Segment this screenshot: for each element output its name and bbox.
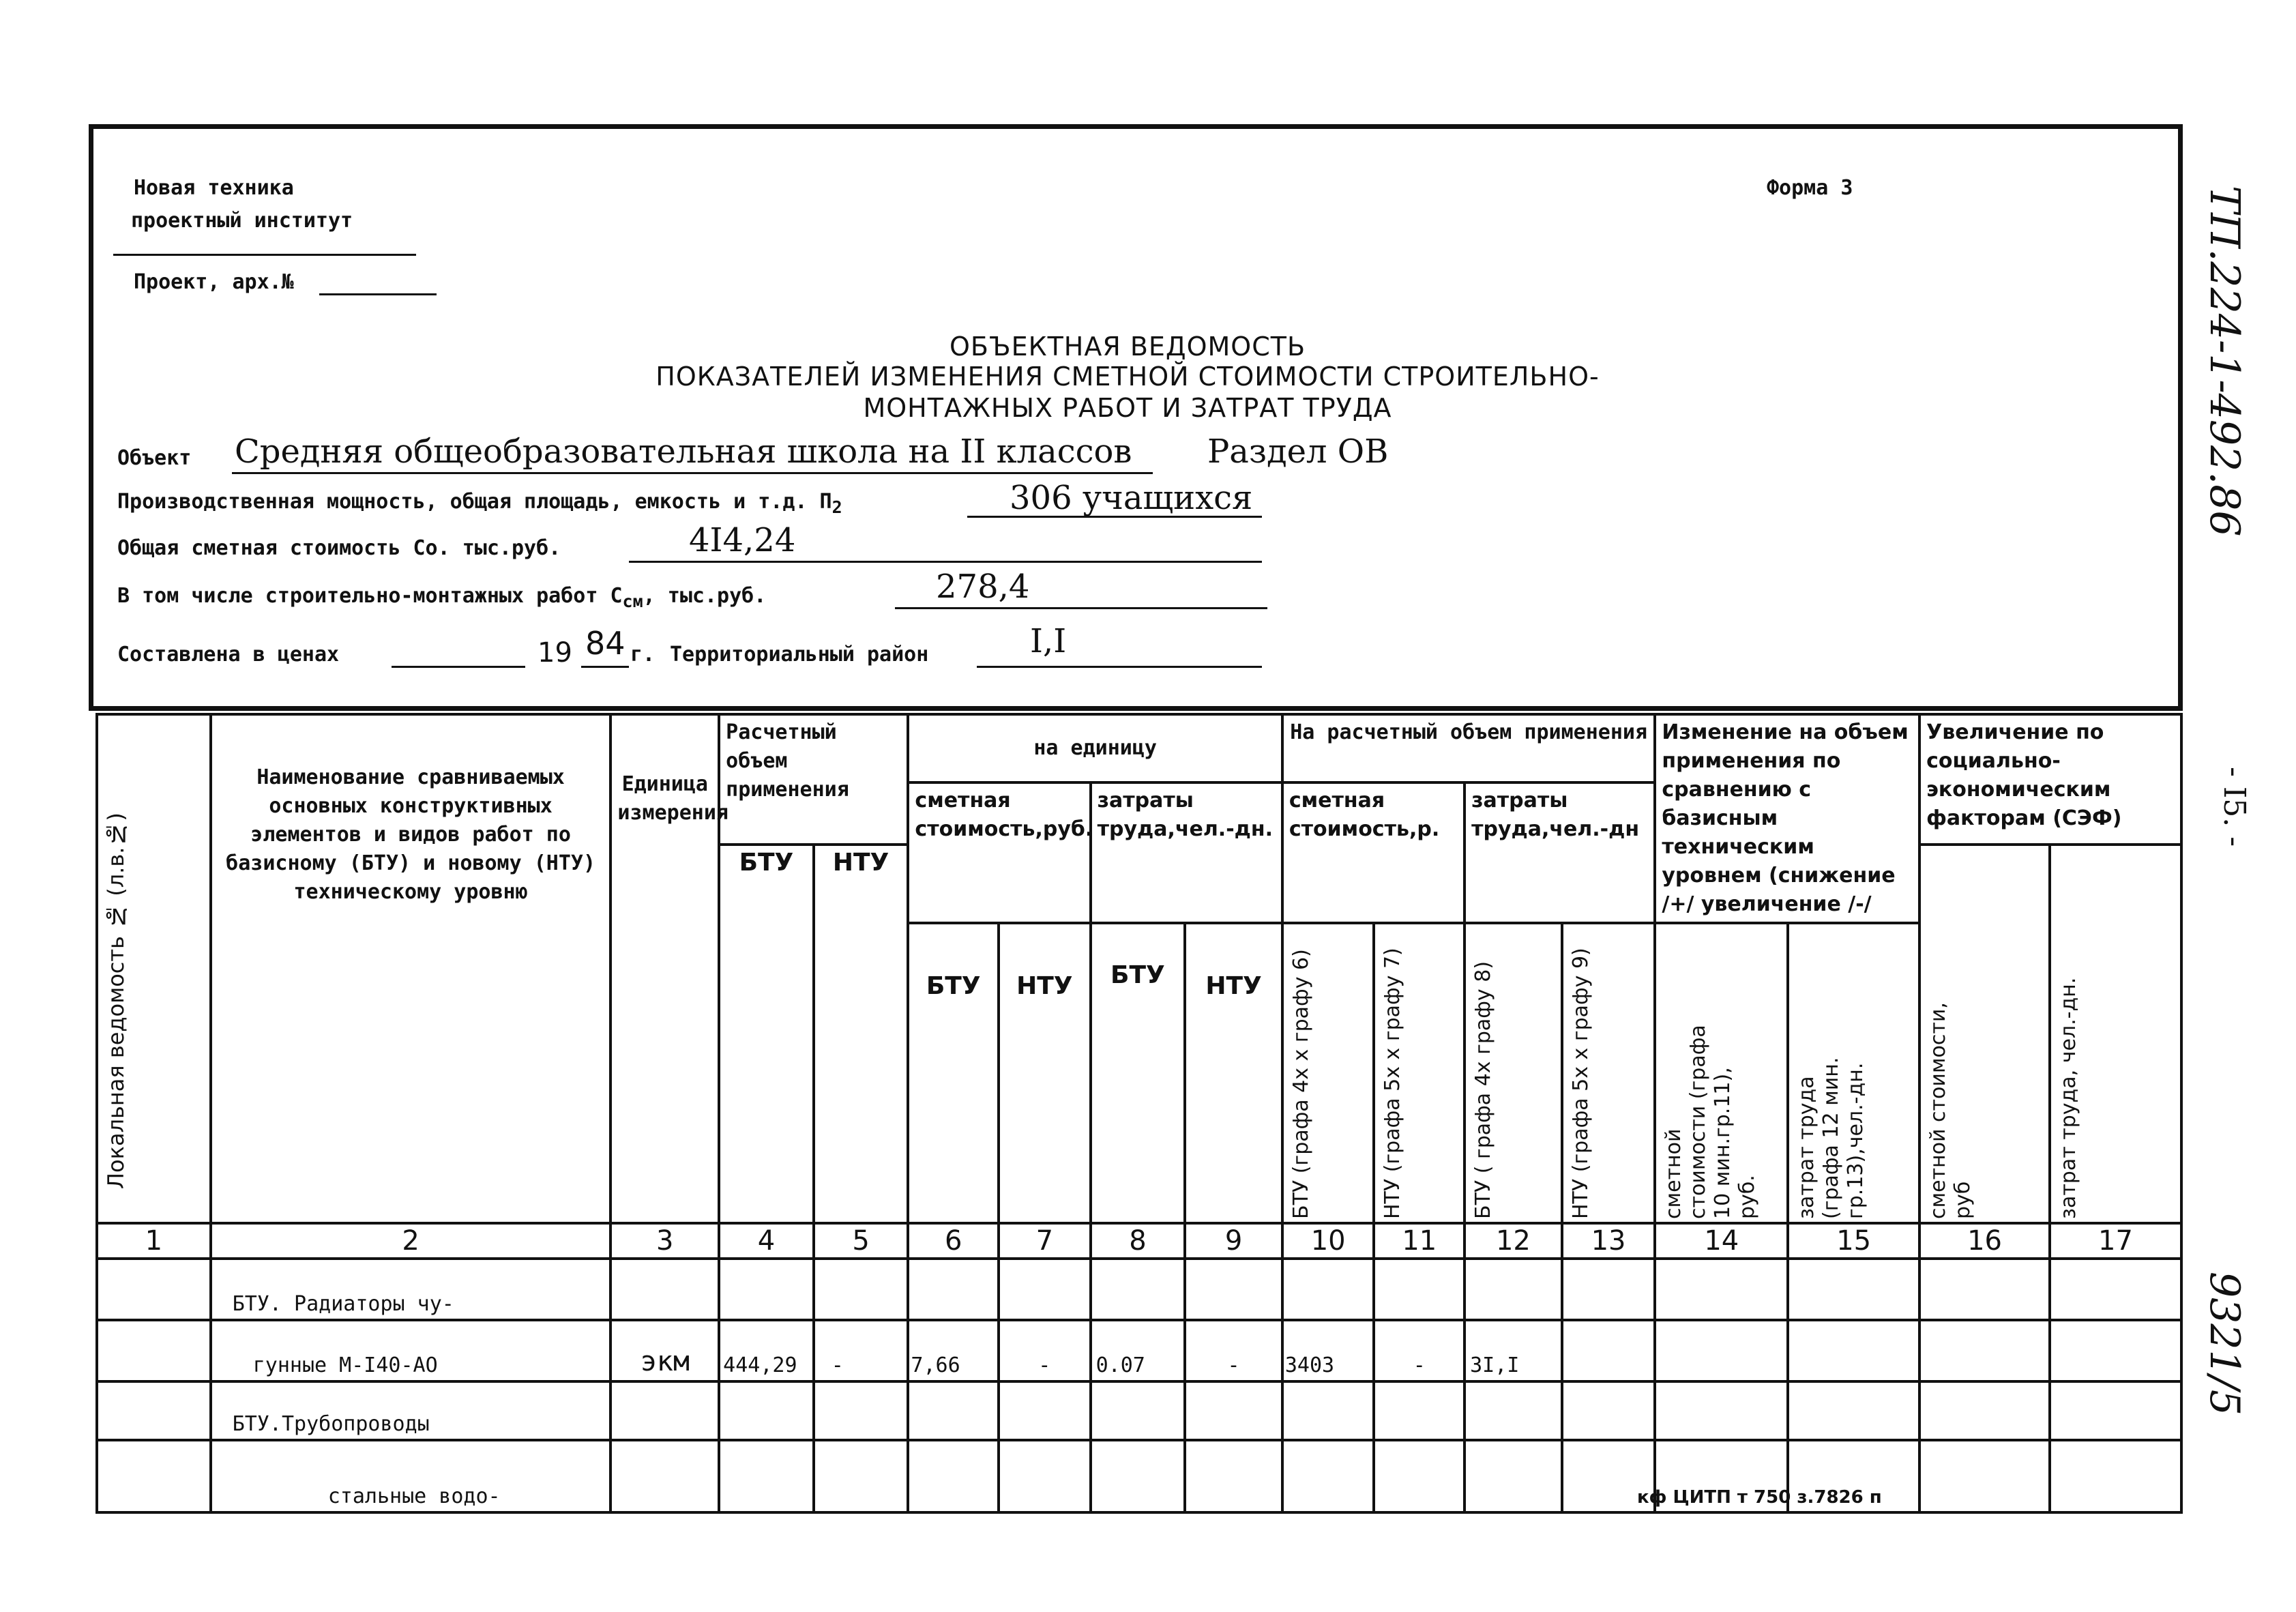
col-element-name: Наименование сравниваемых основных конструктивных элементов и видов работ по базисному (БТУ) и новому (НТУ) техническому уровню — [211, 714, 611, 1223]
col13-nty-labor: НТУ (графа 5х х графу 9) — [1562, 923, 1655, 1223]
col-number: 2 — [211, 1223, 611, 1259]
page-number: - I5. - — [2217, 767, 2252, 847]
object-value: Средняя общеобразовательная школа на II классов — [235, 433, 1132, 471]
col-number: 13 — [1562, 1223, 1655, 1259]
smr-subscript: см — [622, 591, 643, 611]
col-number: 16 — [1919, 1223, 2050, 1259]
prices-label: Составлена в ценах — [117, 643, 340, 666]
prices-underline — [392, 666, 525, 668]
col-number: 15 — [1788, 1223, 1919, 1259]
table-row — [97, 1259, 2181, 1320]
org-line1: Новая техника — [134, 176, 294, 200]
district-underline — [977, 666, 1262, 668]
printer-footer: кф ЦИТП т 750 з.7826 п — [1637, 1487, 1882, 1508]
smr-underline — [895, 607, 1267, 609]
org-underline — [113, 254, 416, 256]
col-volume: Расчетный объем применения — [719, 714, 908, 845]
row-name: гунные М-I40-АО — [211, 1320, 611, 1381]
col-unit-labor: затраты труда,чел.-дн. — [1091, 782, 1282, 923]
col4-bty: БТУ — [719, 845, 814, 1224]
row-c10: 3403 — [1282, 1320, 1374, 1381]
column-numbers-row — [97, 1223, 2181, 1259]
year-value: 84 — [585, 625, 625, 662]
year-prefix: 19 — [538, 637, 572, 669]
row-c4: 444,29 — [719, 1320, 814, 1381]
col-unit: Единица измерения — [610, 714, 719, 1223]
form-label: Форма 3 — [1767, 176, 1853, 200]
row-name: БТУ. Радиаторы чу- — [211, 1259, 611, 1320]
col6-bty: БТУ — [908, 923, 999, 1223]
col7-nty: НТУ — [999, 923, 1091, 1223]
capacity-subscript: 2 — [831, 497, 842, 517]
project-label: Проект, арх.№ — [134, 270, 294, 294]
col-number: 4 — [719, 1223, 814, 1259]
col-number: 9 — [1185, 1223, 1282, 1259]
col16-cost: сметной стоимости, руб — [1919, 845, 2050, 1224]
col10-bty-cost: БТУ (графа 4х х графу 6) — [1282, 923, 1374, 1223]
capacity-value: 306 учащихся — [1010, 479, 1253, 517]
row-name: БТУ.Трубопроводы — [211, 1381, 611, 1440]
row-name: стальные водо- — [211, 1440, 611, 1512]
col8-bty: БТУ — [1091, 923, 1186, 1223]
row-unit: экм — [610, 1320, 719, 1381]
col-number: 12 — [1465, 1223, 1562, 1259]
row-c11: - — [1374, 1320, 1465, 1381]
section-value: Раздел ОВ — [1207, 433, 1389, 471]
table-row — [97, 1320, 2181, 1381]
total-cost-underline — [629, 561, 1262, 563]
col-on-volume: На расчетный объем применения — [1282, 714, 1655, 782]
total-cost-value: 4I4,24 — [689, 521, 796, 559]
col-change: Изменение на объем применения по сравнению с базисным техническим уровнем (снижение /+/ увеличение /-/ — [1655, 714, 1919, 923]
col-number: 10 — [1282, 1223, 1374, 1259]
org-line2: проектный институт — [131, 209, 353, 233]
col-local-list: Локальная ведомость № (л.в.№) — [97, 714, 211, 1223]
col15-labor-change: затрат труда (графа 12 мин. гр.13),чел.-дн. — [1788, 923, 1919, 1223]
col-number: 14 — [1655, 1223, 1788, 1259]
col-number: 17 — [2050, 1223, 2181, 1259]
capacity-label: Производственная мощность, общая площадь, емкость и т.д. $П_2$ — [117, 490, 842, 517]
col-per-unit: на единицу — [908, 714, 1282, 782]
col-number: 6 — [908, 1223, 999, 1259]
col-increase: Увеличение по социально-экономическим факторам (СЭФ) — [1919, 714, 2181, 845]
col-vol-cost: сметная стоимость,р. — [1282, 782, 1465, 923]
table-row — [97, 1381, 2181, 1440]
col-number: 11 — [1374, 1223, 1465, 1259]
col12-bty-labor: БТУ ( графа 4х графу 8) — [1465, 923, 1562, 1223]
col11-nty-cost: НТУ (графа 5х х графу 7) — [1374, 923, 1465, 1223]
sheet-number: 9321/5 — [2201, 1272, 2248, 1416]
row-c9: - — [1185, 1320, 1282, 1381]
col-number: 3 — [610, 1223, 719, 1259]
row-c5: - — [814, 1320, 909, 1381]
col17-labor: затрат труда, чел.-дн. — [2050, 845, 2181, 1224]
smr-value: 278,4 — [936, 568, 1030, 606]
total-cost-label: Общая сметная стоимость Со. тыс.руб. — [117, 536, 561, 560]
title-line1: ОБЪЕКТНАЯ ВЕДОМОСТЬ — [949, 332, 1306, 362]
col-vol-labor: затраты труда,чел.-дн — [1465, 782, 1655, 923]
col-unit-cost: сметная стоимость,руб. — [908, 782, 1090, 923]
col-number: 7 — [999, 1223, 1091, 1259]
year-suffix: г. — [630, 643, 656, 666]
col-number: 8 — [1091, 1223, 1186, 1259]
district-label: Территориальный район — [670, 643, 929, 666]
object-label: Объект — [117, 446, 192, 470]
title-line2: ПОКАЗАТЕЛЕЙ ИЗМЕНЕНИЯ СМЕТНОЙ СТОИМОСТИ СТРОИТЕЛЬНО- — [656, 362, 1600, 392]
year-underline — [581, 666, 629, 668]
object-underline — [232, 472, 1153, 474]
project-underline — [319, 293, 437, 295]
doc-code: ТП.224-1-492.86 — [2201, 186, 2248, 537]
col9-nty: НТУ — [1185, 923, 1282, 1223]
row-c12: 3I,I — [1465, 1320, 1562, 1381]
row-c6: 7,66 — [908, 1320, 999, 1381]
row-c7: - — [999, 1320, 1091, 1381]
smr-label: В том числе строительно-монтажных работ $С_{см}$, тыс.руб. — [117, 584, 767, 611]
col5-nty: НТУ — [814, 845, 909, 1224]
row-c8: 0.07 — [1091, 1320, 1186, 1381]
col-number: 1 — [97, 1223, 211, 1259]
col-number: 5 — [814, 1223, 909, 1259]
title-line3: МОНТАЖНЫХ РАБОТ И ЗАТРАТ ТРУДА — [863, 393, 1392, 423]
col14-cost-change: сметной стоимости (графа 10 мин.гр.11), руб. — [1655, 923, 1788, 1223]
comparison-table — [95, 713, 2183, 1514]
district-value: I,I — [1030, 622, 1067, 660]
